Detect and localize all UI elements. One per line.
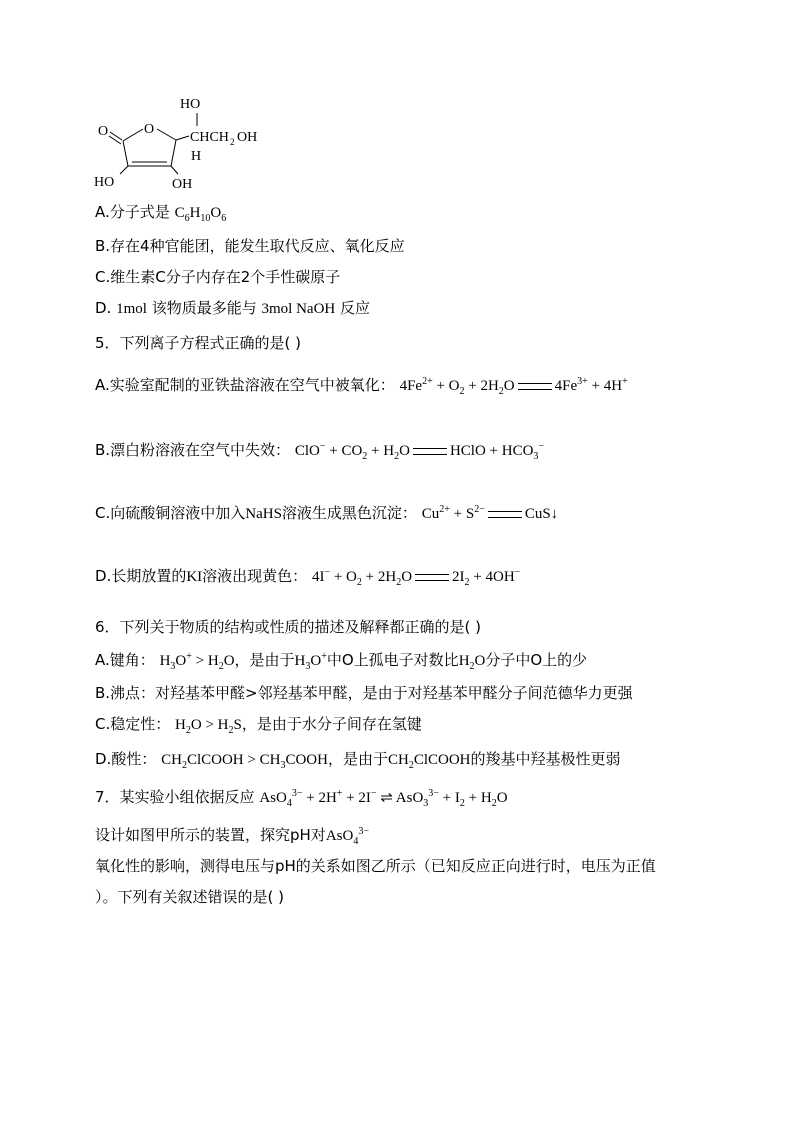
bond-co2 (109, 136, 121, 144)
bond-o-c4 (157, 129, 176, 140)
label-h: H (191, 149, 202, 164)
label-ho-bottom: HO (94, 175, 115, 190)
label-chain-end: OH (237, 130, 258, 145)
label-o-left: O (98, 124, 109, 139)
q5-option-a: A.实验室配制的亚铁盐溶液在空气中被氧化： $4Fe^{2+} + O_2 + 2H_2O$ $4Fe^{3+} + 4H^+$ (95, 376, 628, 397)
bond-c4-chain (176, 136, 189, 140)
q5-option-c: C.向硫酸铜溶液中加入NaHS溶液生成黑色沉淀： $Cu^{2+} + S^{2-}$ CuS↓ (95, 504, 559, 522)
q5-stem: 5．下列离子方程式正确的是( ) (95, 334, 302, 352)
q7-line-2: 设计如图甲所示的装置，探究pH对AsO$_4^{3-}$ (95, 826, 369, 847)
q5-option-d: D.长期放置的KI溶液出现黄色： $4I^- + O_2 + 2H_2O$ $2I_2 + 4OH^-$ (95, 567, 521, 588)
bond-c1-c2 (123, 141, 128, 166)
label-oh-bottom: OH (172, 177, 193, 192)
q6-stem: 6．下列关于物质的结构或性质的描述及解释都正确的是( ) (95, 618, 482, 636)
equation: $Cu^{2+} + S^{2-}$ CuS↓ (421, 504, 559, 522)
bond-c3-oh (171, 166, 178, 174)
q4-option-c: C.维生素C分子内存在2个手性碳原子 (95, 268, 341, 286)
label-o-ring: O (144, 122, 155, 137)
bond-co (110, 132, 122, 140)
equation: $ClO^- + CO_2 + H_2O$ HClO + $HCO_3^-$ (294, 441, 545, 462)
q7-line-3: 氧化性的影响，测得电压与pH的关系如图乙所示（已知反应正向进行时，电压为正值 (95, 857, 656, 875)
label-chain: CHCH (190, 130, 229, 145)
equation: $4Fe^{2+} + O_2 + 2H_2O$ $4Fe^{3+} + 4H^+$ (399, 376, 628, 397)
q6-option-a: A.键角： $H_3O^+ > H_2O$，是由于$H_3O^+$中O上孤电子对数比$H_2O$分子中O上的少 (95, 651, 588, 672)
q5-option-b: B.漂白粉溶液在空气中失效： $ClO^- + CO_2 + H_2O$ HClO + $HCO_3^-$ (95, 441, 545, 462)
q6-option-d: D.酸性： $CH_2ClCOOH$ > $CH_3COOH$，是由于$CH_2ClCOOH$的羧基中羟基极性更弱 (95, 750, 621, 771)
q7-line-4: ）。下列有关叙述错误的是( ) (95, 888, 284, 906)
label-ho-top: HO (180, 97, 201, 112)
bond-c2-oh (120, 166, 128, 174)
equation: $4I^- + O_2 + 2H_2O$ $2I_2 + 4OH^-$ (311, 567, 521, 588)
q6-option-c: C.稳定性： $H_2O > H_2S$，是由于水分子间存在氢键 (95, 715, 422, 736)
vitamin-c-structure (92, 88, 292, 198)
bond-c4-c3 (171, 140, 176, 166)
formula: $C_6H_{10}O_6$ (174, 205, 227, 224)
q7-stem: 7．某实验小组依据反应 AsO$_4^{3-}$ + 2H+ + 2I− ⇌ $AsO_3^{3-} + I_2 + H_2O$ (95, 788, 508, 809)
bond-c1-o (123, 129, 143, 141)
q4-option-d: D. 1mol 该物质最多能与 3mol NaOH 反应 (95, 299, 371, 317)
q6-option-b: B.沸点：对羟基苯甲醛>邻羟基苯甲醛，是由于对羟基苯甲醛分子间范德华力更强 (95, 684, 633, 702)
label-chain-sub: 2 (230, 137, 235, 147)
q4-option-b: B.存在4种官能团，能发生取代反应、氧化反应 (95, 237, 405, 255)
equation: AsO$_4^{3-}$ + 2H+ + 2I− ⇌ $AsO_3^{3-} + I_2 + H_2O$ (259, 788, 508, 809)
q4-option-a: A.分子式是 $C_6H_{10}O_6$ (95, 203, 227, 224)
